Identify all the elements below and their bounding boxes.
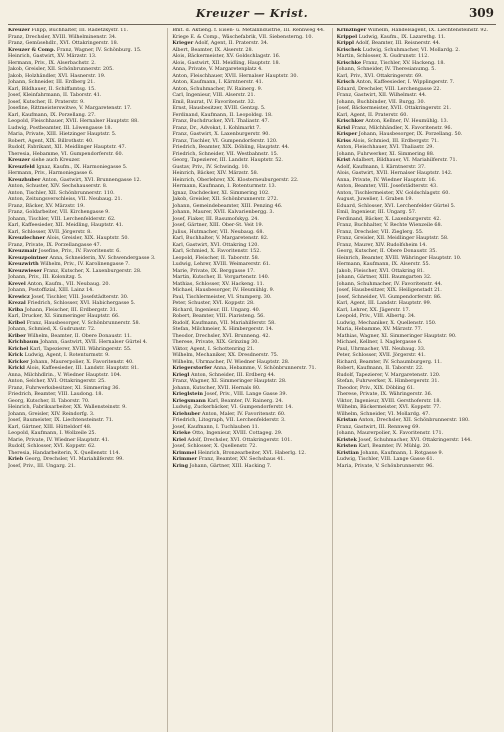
entry-surname: Kreuzfeld <box>8 163 35 170</box>
entry-details: Ferdinand, Bäcker, X. Laxenburgerstr. 42. <box>336 215 441 222</box>
entry-details: Ferdinand, Kaufmann, II. Leopoldsg. 18. <box>172 111 273 118</box>
entry-details: Adolf, Beamter, III. Reisnerstr. 44. <box>355 40 441 46</box>
entry-details: Josefine, Priv., IV. Favoritenstr. 6. <box>38 248 121 254</box>
entry-details: Rudolf, Kaufmann, VII. Mariahilferstr. 58. <box>172 319 276 326</box>
entry-surname: Krieglstein <box>172 391 203 397</box>
entry-surname: Krimmer <box>172 456 198 462</box>
entry-details: Theresia, Hebamme, VI. Gumpendorferstr. 60. <box>8 150 124 157</box>
entry-details: Ludwig, Schuhmacher, VI. Mollardg. 2. <box>362 46 460 53</box>
entry-details: Rudolf, Tapezierer, V. Margaretenstr. 120. <box>336 371 441 378</box>
entry-surname: Krieb <box>8 456 24 462</box>
entry-details: Karl, Schmied, X. Favoritenstr. 152. <box>172 248 261 254</box>
column-1 <box>8 28 168 732</box>
directory-entry <box>337 464 493 470</box>
entry-details: Johann, Priv., III. Kolonitzg. 5. <box>8 274 83 280</box>
entry-details: Johann, Schneider, IV. Theresianumg. 5. <box>336 66 436 72</box>
entry-details: Hermann, Kaufmann, I. Rotenturmstr. 13. <box>172 183 277 189</box>
entry-surname: Krisch <box>336 79 355 85</box>
entry-details: Franz, Drechsler, VII. Zieglerg. 55. <box>336 228 424 235</box>
entry-details: Anna, Private, V. Margaretenplatz 4. <box>172 66 263 72</box>
entry-details: Jakob, Holzhändler, XVI. Hasnerstr. 19. <box>8 72 106 79</box>
entry-surname: Kreuzer <box>8 157 30 163</box>
entry-details: Heinrich, Oberlehrer, XX. Klosterneuburgerstr. 22. <box>172 176 299 183</box>
entry-details: Anton, Schneider, III. Erdberg 44. <box>190 371 276 378</box>
entry-surname: Krischker <box>336 118 364 124</box>
directory-entry <box>8 464 164 470</box>
entry-details: Paul, Uhrmacher, VII. Neubaug. 33. <box>336 345 426 352</box>
entry-details: Wilhelm, Uhrmacher, IV. Wiedner Hauptstr. 28. <box>172 358 290 365</box>
entry-details: Josef, Schuhmacher, XVI. Ottakringerstr. 144. <box>358 436 472 443</box>
entry-details: Anton, Selcher, XVI. Ottakringerstr. 25. <box>8 378 106 384</box>
entry-details: Franz, Buchdrucker, XVI. Thaliastr. 47. <box>172 118 270 124</box>
entry-surname: Kreuzwirth <box>8 261 39 267</box>
entry-details: Eduard, Drechsler, VIII. Lerchengasse 22. <box>336 85 442 92</box>
entry-details: Ludwig, Kaufm., IX. Lazarethg. 11. <box>358 33 446 40</box>
directory-columns <box>8 28 496 732</box>
entry-details: Georg, Kutscher, II. Taborstr. 70. <box>8 397 90 404</box>
entry-details: Johann, Postoffizial, XIII. Lainz 14. <box>8 287 94 293</box>
entry-surname: Kreuzer <box>8 28 30 33</box>
entry-details: Leopold, Priv., VIII. Albertg. 34. <box>336 313 416 319</box>
entry-details: Ernst, Hausbesitzer, XVIII. Gentzg. 5. <box>172 105 266 111</box>
entry-surname: Krichel <box>8 345 29 352</box>
entry-details: Anton, Kaufmann, I. Kärntnerstr. 41. <box>172 79 264 85</box>
entry-details: Paul, Tischlermeister, VI. Stumperg. 30. <box>172 293 272 300</box>
entry-details: Franz, Gemüsehdlr., XVI. Ottakringerstr. 18. <box>8 40 119 46</box>
entry-surname: Kriss <box>336 137 351 144</box>
entry-details: Carl, Ingenieur, VIII. Alserstr. 21. <box>172 92 256 98</box>
entry-details: Johann, Kutscher, XVII. Hernals 80. <box>172 384 261 391</box>
entry-surname: Kristian <box>336 449 359 456</box>
entry-surname: Krist <box>336 157 351 163</box>
entry-details: Anton, Zeitungsverschleiss, VII. Neubaug. 21. <box>8 196 123 202</box>
entry-details: Johann, Maurerpolier, X. Favoritenstr. 171. <box>336 430 444 436</box>
entry-surname: Kreuzer & Comp. <box>8 46 56 53</box>
entry-details: Leopold, Fleischer, II. Taborstr. 58. <box>172 254 260 261</box>
entry-details: Martin, Schlosser, X. Gudrunstr. 112. <box>336 53 429 59</box>
entry-details: Marie, Private, IV. Wiedner Hauptstr. 41. <box>8 436 110 443</box>
entry-details: Heinrich, Bäcker, XIV. Märzstr. 58. <box>172 170 259 176</box>
entry-details: Josef, Tischler, VIII. Josefstädterstr. 30. <box>31 293 129 300</box>
entry-details: Hermann, Priv., Harmoniegasse 6. <box>8 170 94 176</box>
entry-details: Anton, Tischler, XII. Schönbrunnerstr. 110. <box>8 189 115 196</box>
entry-details: Franz, Tischler, VI. Gumpendorferstr. 120. <box>172 137 278 144</box>
entry-surname: Krisl <box>336 124 350 131</box>
entry-surname: Krieger <box>172 40 194 46</box>
entry-details: Therese, Private, XIX. Grinzing 30. <box>172 339 259 345</box>
entry-surname: Kreuzhuber <box>8 176 41 183</box>
entry-details: Karl, Bildhauer, II. Schiffamtsg. 15. <box>8 85 96 92</box>
entry-details: Jakob, Greisler, XII. Schönbrunnerstr. 272. <box>172 196 279 202</box>
entry-details: Franz, Tischler, XV. Hackeng. 18. <box>362 59 445 66</box>
entry-details: Anna, Hebamme, V. Schönbrunnerstr. 71. <box>213 365 317 371</box>
entry-details: Jakob, Fleischer, XVI. Ottakring 81. <box>336 267 425 274</box>
entry-details: Franz, Milchhändler, X. Favoritenstr. 96. <box>351 124 453 131</box>
entry-details: Robert, Kaufmann, II. Taborstr. 22. <box>336 365 424 371</box>
entry-details: Franz, Private, IX. Porzellangasse 47. <box>8 241 102 248</box>
entry-surname: Krewicz <box>8 293 30 300</box>
entry-details: Johann, Kaufmann, I. Rotgasse 9. <box>360 449 444 456</box>
entry-details: Anna, Milchhdlrin., V. Wiedner Hauptstr. 104. <box>8 371 122 378</box>
entry-details: Anton, Beamter, VIII. Josefstädterstr. 43. <box>336 183 438 189</box>
entry-details: Ignaz, Dachdecker, XI. Simmering 102. <box>172 189 270 196</box>
entry-details: Johann, Gärtner, XIII. Hacking 7. <box>189 462 272 469</box>
entry-details: Karl, Kaufmann, IX. Porzellang. 27. <box>8 111 96 118</box>
entry-surname: Kring <box>172 462 188 469</box>
entry-details: Wilhelm, Handelsagent, IX. Liechtensteinstr. 92. <box>367 28 489 33</box>
entry-surname: Kricker <box>8 358 29 365</box>
entry-details: Leopold, Kaufmann, I. Wollzeile 25. <box>8 430 97 436</box>
entry-details: Josef, Fiaker, III. Rasumofskyg. 24. <box>172 215 259 222</box>
entry-details: Robert, Beamter, VIII. Piaristeng. 56. <box>172 313 265 319</box>
entry-surname: Krichbaum <box>8 339 39 345</box>
entry-details: siehe auch Kreuzer. <box>31 157 81 163</box>
entry-details: Theodor, Priv., XIX. Döbling 61. <box>336 384 415 391</box>
entry-details: Alois, Bäckermeister, XV. Goldschlagstr. 16. <box>172 53 281 59</box>
entry-details: Anton, Gastwirt, XVI. Brunnengasse 12. <box>42 176 142 183</box>
entry-details: Franz, Wagner, XI. Simmeringer Hauptstr. 28. <box>172 378 287 384</box>
entry-surname: Kriber <box>8 332 26 339</box>
entry-details: August, Juwelier, I. Graben 19. <box>336 196 414 202</box>
entry-details: Franz, Kutscher, X. Laxenburgerstr. 28. <box>43 267 142 274</box>
entry-details: Ignaz, Kaufm., IX. Harmoniegasse 5. <box>36 163 128 170</box>
entry-details: Otto, Ingenieur, XVIII. Cottageg. 29. <box>192 430 283 436</box>
entry-details: Stefan, Fuhrwerker, X. Himbergerstr. 31. <box>336 378 440 384</box>
entry-details: Friedrich, Beamter, XIX. Döbling, Hauptstr. 44. <box>172 144 290 150</box>
entry-details: Heinrich, Gastwirt, XV. Märzstr. 13. <box>8 53 97 59</box>
entry-details: Therese, Private, IX. Währingerstr. 36. <box>336 391 433 397</box>
entry-details: Franz, Bäcker, XV. Märzstr. 19. <box>8 202 85 209</box>
entry-details: Johann, Gärtner, XIII. Baumgarten 32. <box>336 274 432 280</box>
entry-details: Theodor, Drechsler, XVI. Brunneng. 42. <box>172 332 270 339</box>
entry-surname: Kristen <box>336 443 358 449</box>
entry-surname: Krinzinger <box>336 28 367 33</box>
entry-details: Friedrich, Litograph, VII. Lerchenfelderstr. 3. <box>172 417 286 423</box>
entry-details: Franz, Greisler, XII. Meidlinger Hauptstr. 58. <box>336 235 449 241</box>
entry-details: Josef, Baumeister, IX. Liechtensteinstr. 71. <box>8 417 114 423</box>
entry-surname: Kriegl <box>172 371 190 378</box>
entry-surname: Krippl <box>336 40 355 46</box>
entry-details: Kriege E. & Comp., Wäschefabrik, VII. Siebensterng. 10. <box>172 33 314 40</box>
entry-surname: Krischek <box>336 46 362 53</box>
entry-details: Stefan, Milchmeier, X. Himbergerstr. 14. <box>172 326 274 332</box>
entry-details: Johann, Buchbinder, VII. Burgg. 30. <box>336 98 426 105</box>
entry-details: Mathias, Schlosser, XV. Hackeng. 11. <box>172 280 265 287</box>
entry-details: Adolf, Drechsler, XVI. Ottakringerstr. 101. <box>187 436 292 443</box>
entry-details: Karl, Priv., XVI. Ottakringerstr. 69. <box>336 72 423 79</box>
entry-details: Anton, Fleischhauer, XVI. Thaliastr. 29. <box>336 144 434 150</box>
entry-details: Franz, Gastwirt, III. Rennweg 69. <box>336 423 420 430</box>
entry-details: Michael, Hausbesorger, IV. Heumühlg. 9. <box>172 287 275 293</box>
entry-details: Jakob, Greisler, XII. Schönbrunnerstr. 205. <box>8 66 114 72</box>
entry-details: Wilhelm, Bäckermeister, XVI. Koppstr. 77. <box>336 404 441 410</box>
entry-details: Alois, Schmied, III. Erdbergstr. 71. <box>352 137 439 144</box>
entry-details: Friedrich, Schneider, VII. Westbahnstr. 15. <box>172 150 279 157</box>
entry-details: Peter, Schlosser, XVII. Jörgerstr. 41. <box>336 352 426 358</box>
entry-details: Albert, Beamter, IX. Alserstr. 28. <box>172 46 254 53</box>
entry-details: Friedrich, Schlosser, XVI. Habichergasse 5. <box>27 300 136 306</box>
entry-details: Franz, Beamter, XV. Sechshaus 41. <box>198 456 285 462</box>
entry-details: Josef, Schneider, VI. Gumpendorferstr. 86. <box>336 293 442 300</box>
entry-details: Ludwig, Zuckerbäcker, VI. Gumpendorferstr. 14. <box>172 404 293 410</box>
entry-details: Georg, Drechsler, VI. Mariahilferstr. 99. <box>24 456 124 462</box>
entry-details: Maria, Private, V. Schönbrunnerstr. 96. <box>336 462 434 469</box>
entry-details: Johann, Hausbesorger, IX. Porzellang. 50. <box>358 131 463 137</box>
entry-details: Theresia, Handarbeiterin, X. Quellenstr. 114. <box>8 449 121 456</box>
entry-details: Josef, Gärtner, XIII. Ober-St. Veit 19. <box>172 222 264 228</box>
entry-details: Josef, Kutscher, II. Praterstr. 9. <box>8 98 85 105</box>
entry-details: Johann, Gemeindebeamter, XIII. Penzing 46. <box>172 202 283 209</box>
entry-details: Karl, Beamter, IV. Mühlg. 20. <box>358 443 431 449</box>
entry-surname: Kristan <box>336 417 358 423</box>
entry-details: Josef, Priv., VIII. Lange Gasse 39. <box>204 391 288 397</box>
entry-details: Ludwig, Tischler, VIII. Lange Gasse 61. <box>336 456 435 462</box>
entry-details: Alois, Gastwirt, XII. Meidling, Hauptstr. 18. <box>172 59 281 66</box>
entry-surname: Kribel <box>8 319 26 326</box>
entry-details: Emil, Ingenieur, III. Ungarg. 57. <box>336 209 417 215</box>
entry-surname: Krippel <box>336 33 358 40</box>
entry-details: Adolf, Kaufmann, I. Kärntnerstr. 37. <box>336 163 426 170</box>
entry-details: Johann, Maurer, XVII. Kalvarienbergg. 3. <box>172 209 275 215</box>
entry-details: Franz, Goldarbeiter, VII. Kirchengasse 9. <box>8 209 110 215</box>
entry-details: Anton, Kaffeesieder, I. Wipplingerstr. 7. <box>356 79 455 85</box>
entry-details: Franz, Hausbesorger, V. Schönbrunnerstr. 58. <box>26 319 141 326</box>
entry-surname: Kreuzpointner <box>8 254 48 261</box>
entry-surname: Kriegerstorfer <box>172 365 212 371</box>
entry-details: Alois, Gastwirt, XVII. Hernalser Hauptstr. 142. <box>336 170 453 176</box>
entry-details: Wilhelm, Beamter, II. Obere Donaustr. 11. <box>27 332 132 339</box>
entry-details: Karl, Gastwirt, XVI. Ottakring 120. <box>172 241 259 248</box>
entry-details: Franz, Dr., Advokat, I. Kohlmarkt 7. <box>172 124 261 131</box>
entry-details: Johann, Gastwirt, XVII. Hernalser Gürtel 4. <box>40 339 148 345</box>
entry-details: Ludwig, Lehrer, XVIII. Weimarerstr. 61. <box>172 261 271 267</box>
entry-details: Heinrich, Bronzearbeiter, XVI. Haberlg. 12. <box>197 449 306 456</box>
entry-details: Anton, Schuster, XIV. Sechshauserstr. 8. <box>8 183 108 189</box>
entry-details: Josef, Priv., III. Ungarg. 21. <box>8 462 76 469</box>
directory-entry <box>172 464 328 470</box>
entry-details: Robert, Agent, XIX. Billrothstr. 40. <box>8 137 94 144</box>
entry-details: Karl, Buchhalter, V. Margaretenstr. 82. <box>172 235 269 241</box>
entry-details: Franz, Drechsler, XVIII. Wilhelminenstr. 34. <box>8 33 117 40</box>
entry-details: Julius, Hutmacher, VII. Neubaug. 68. <box>172 228 265 235</box>
page-number: 309 <box>468 6 494 20</box>
entry-surname: Krickl <box>8 365 25 371</box>
entry-details: Alois, Kaffeesieder, III. Landstr. Hauptstr. 81. <box>26 365 139 371</box>
entry-surname: Krimmel <box>172 449 197 456</box>
entry-details: Johann, Fleischer, III. Erdbergstr. 31. <box>24 306 118 313</box>
entry-details: Wilhelm, Schneider, VI. Mollardg. 47. <box>336 410 430 417</box>
entry-details: Georg, Kutscher, II. Obere Donaustr. 35. <box>336 248 437 254</box>
entry-details: Bmt. d. Aktieng. f. Eisen- u. Metallindustrie, III. Rennweg 44. <box>172 28 325 33</box>
entry-details: Josef, Kaufmann, I. Tuchlauben 11. <box>172 423 260 430</box>
page-header <box>8 6 496 25</box>
entry-details: Karl, Agent, III. Landstr. Hauptstr. 99. <box>336 300 432 306</box>
entry-surname: Kreuzlechner <box>8 235 46 241</box>
entry-details: Franz, Fuhrwerksbesitzer, XI. Simmering 36. <box>8 384 120 391</box>
entry-details: Ludwig, Agent, I. Rotenturmstr. 9. <box>24 352 110 358</box>
entry-details: Rudolf, Schlosser, XVI. Koppstr. 62. <box>8 443 96 449</box>
entry-details: Viktor, Ingenieur, XVIII. Gersthoferstr. 18. <box>336 397 442 404</box>
entry-details: Anton, Kaufm., VII. Neubaug. 20. <box>27 280 111 287</box>
entry-details: Eduard, Schlosser, XVI. Lerchenfelder Gürtel 5. <box>336 202 456 209</box>
entry-details: Anna, Private, IV. Wiedner Hauptstr. 16. <box>336 176 437 183</box>
entry-details: Maria, Hebamme, XV. Märzstr. 77. <box>336 326 423 332</box>
entry-details: Anton, Kellner, IV. Heumühlg. 13. <box>365 118 449 124</box>
entry-surname: Kriel <box>172 436 186 443</box>
entry-details: Wilhelm, Priv., IV. Karolinengasse 7. <box>40 261 130 267</box>
entry-surname: Krischke <box>336 59 362 66</box>
entry-details: Karl, Schlosser, XVII. Jörgerstr. 8. <box>8 228 92 235</box>
entry-details: Heinrich, Fabriksarbeiter, XX. Wallensteinstr. 9. <box>8 404 127 410</box>
running-head: Kreuzer — Krist. <box>195 7 309 20</box>
entry-details: Anna, Schneiderin, XV. Schwendergasse 3. <box>49 254 156 261</box>
entry-details: Johann, Fuhrwerker, XI. Simmering 88. <box>336 150 435 157</box>
entry-details: Leopold, Fleischhauer, XVII. Hernalser Hauptstr. 88. <box>8 118 139 124</box>
entry-surname: Kriegsmann <box>172 397 206 404</box>
entry-surname: Kreuzwieser <box>8 267 42 274</box>
entry-details: Karl, Lehrer, XX. Jägerstr. 17. <box>336 306 411 313</box>
entry-details: Anton, Drechsler, XII. Schönbrunnerstr. 180. <box>358 417 470 423</box>
entry-details: Hermann, Priv., IX. Alserbachstr. 2. <box>8 59 96 66</box>
entry-details: Alois, Greisler, XIX. Hauptstr. 50. <box>46 235 129 241</box>
entry-details: Ludwig, Postbeamter, III. Löwengasse 18. <box>8 124 112 131</box>
entry-details: Hermann, Kaufmann, IX. Alserstr. 55. <box>336 261 431 267</box>
entry-details: Anton, Maler, IV. Favoritenstr. 60. <box>201 410 286 417</box>
entry-details: Maria, Private, XIII. Hietzinger Hauptstr. 5. <box>8 131 117 137</box>
entry-details: Friedrich, Beamter, VIII. Laudong. 18. <box>8 391 104 397</box>
entry-details: Karl, Kaffeesieder, XII. Meidling, Hauptstr. 41. <box>8 222 124 228</box>
entry-surname: Krezal <box>8 300 26 306</box>
entry-details: Richard, Ingenieur, III. Ungarg. 40. <box>172 306 261 313</box>
column-2 <box>172 28 332 732</box>
entry-details: Anton, Fleischhauer, XVII. Hernalser Hauptstr. 30. <box>172 72 299 79</box>
entry-details: Gustav, Priv., IV. Schwindg. 10. <box>172 163 250 170</box>
entry-details: Peter, Schuster, XVI. Koppstr. 28. <box>172 300 255 306</box>
entry-details: Franz, Buchhalter, V. Rechte Wienzeile 68. <box>336 222 443 228</box>
entry-surname: Krisper <box>336 131 358 137</box>
entry-details: Josef, Bäckermeister, XVII. Ottakringerstr. 21. <box>336 105 451 111</box>
entry-details: Adolf, Agent, II. Praterstr. 34. <box>194 40 269 46</box>
entry-details: Richard, Beamter, IV. Schaumburgerg. 11. <box>336 358 442 365</box>
entry-surname: Krieke <box>172 430 191 436</box>
entry-details: Georg, Tapezierer, III. Landstr. Hauptstr. 52. <box>172 157 283 163</box>
entry-surname: Kreuzmair <box>8 248 38 254</box>
entry-details: Johann, Schneider, III. Erdberg 21. <box>8 79 95 85</box>
entry-details: Johann, Maurerpolier, X. Favoritenstr. 40. <box>30 358 134 365</box>
column-3 <box>337 28 496 732</box>
entry-details: Karl, Agent, II. Praterstr. 60. <box>336 111 408 118</box>
entry-details: Karl, Drucker, XI. Simmeringer Hauptstr. 66. <box>8 313 120 319</box>
entry-surname: Kristek <box>336 436 357 443</box>
entry-details: Franz, Wagner, IV. Schönburg. 15. <box>56 46 142 53</box>
entry-details: Emil, Baurat, IV. Favoritenstr. 32. <box>172 98 256 105</box>
entry-details: Josefine, Rittmeisterswitwe, V. Margaretenstr. 17. <box>8 105 132 111</box>
entry-details: Adalbert, Bildhauer, VI. Mariahilferstr. 71. <box>351 157 458 163</box>
entry-details: Karl, Beamter, IV. Rainerg. 24. <box>207 397 284 404</box>
entry-details: Johann, Tischler, VIII. Lerchenfelderstr. 62. <box>8 215 116 222</box>
entry-details: Johann, Greisler, XIV. Reindorfg. 3. <box>8 410 95 417</box>
entry-details: Josef, Hausbesitzer, XIX. Heiligenstadt 21. <box>336 287 442 293</box>
entry-details: Josef, Kleinfahrmann, II. Taborstr. 41. <box>8 92 102 98</box>
entry-details: Filipp, Buchhalter, III. Radetzkystr. 11. <box>31 28 129 33</box>
entry-details: Rudolf, Fabrikant, XII. Meidlinger Hauptstr. 47. <box>8 144 127 150</box>
entry-surname: Kriba <box>8 306 24 313</box>
entry-details: Viktor, Agent, I. Schottenring 21. <box>172 345 255 352</box>
entry-details: Ludwig, Mechaniker, X. Quellenstr. 150. <box>336 319 437 326</box>
entry-details: Wilhelm, Mechaniker, XX. Dresdnerstr. 75. <box>172 352 279 358</box>
entry-surname: Krick <box>8 352 24 358</box>
entry-details: Johann, Schmied, X. Gudrunstr. 72. <box>8 326 96 332</box>
entry-surname: Kriehuber <box>172 410 201 417</box>
entry-details: Anton, Tischlermeister, XV. Goldschlagstr. 60. <box>336 189 450 196</box>
entry-details: Karl, Tapezierer, XVIII. Währingerstr. 55. <box>29 345 132 352</box>
entry-surname: Krevel <box>8 280 26 287</box>
entry-details: Mathias, Wagner, XI. Simmeringer Hauptstr. 90. <box>336 332 457 339</box>
entry-details: Heinrich, Beamter, XVIII. Währinger Hauptstr. 10. <box>336 254 462 261</box>
entry-details: Michael, Kellner, I. Naglergasse 6. <box>336 339 423 345</box>
entry-details: Franz, Gastwirt, XII. Wilhelmstr. 44. <box>336 92 427 98</box>
entry-details: Franz, Maurer, XIV. Rudolfsheim 14. <box>336 241 427 248</box>
entry-details: Martin, Kutscher, II. Vorgartenstr. 140. <box>172 274 270 280</box>
entry-details: Josef, Schlosser, X. Quellenstr. 72. <box>172 443 257 449</box>
entry-details: Anton, Schuhmacher, IV. Rainerg. 9. <box>172 85 263 92</box>
entry-details: Franz, Gastwirt, X. Laxenburgerstr. 90. <box>172 131 270 137</box>
entry-details: Karl, Gärtner, XIII. Hütteldorf 48. <box>8 423 92 430</box>
entry-details: Johann, Schuhmacher, IV. Favoritenstr. 44. <box>336 280 443 287</box>
entry-details: Marie, Private, IX. Berggasse 17. <box>172 267 255 274</box>
